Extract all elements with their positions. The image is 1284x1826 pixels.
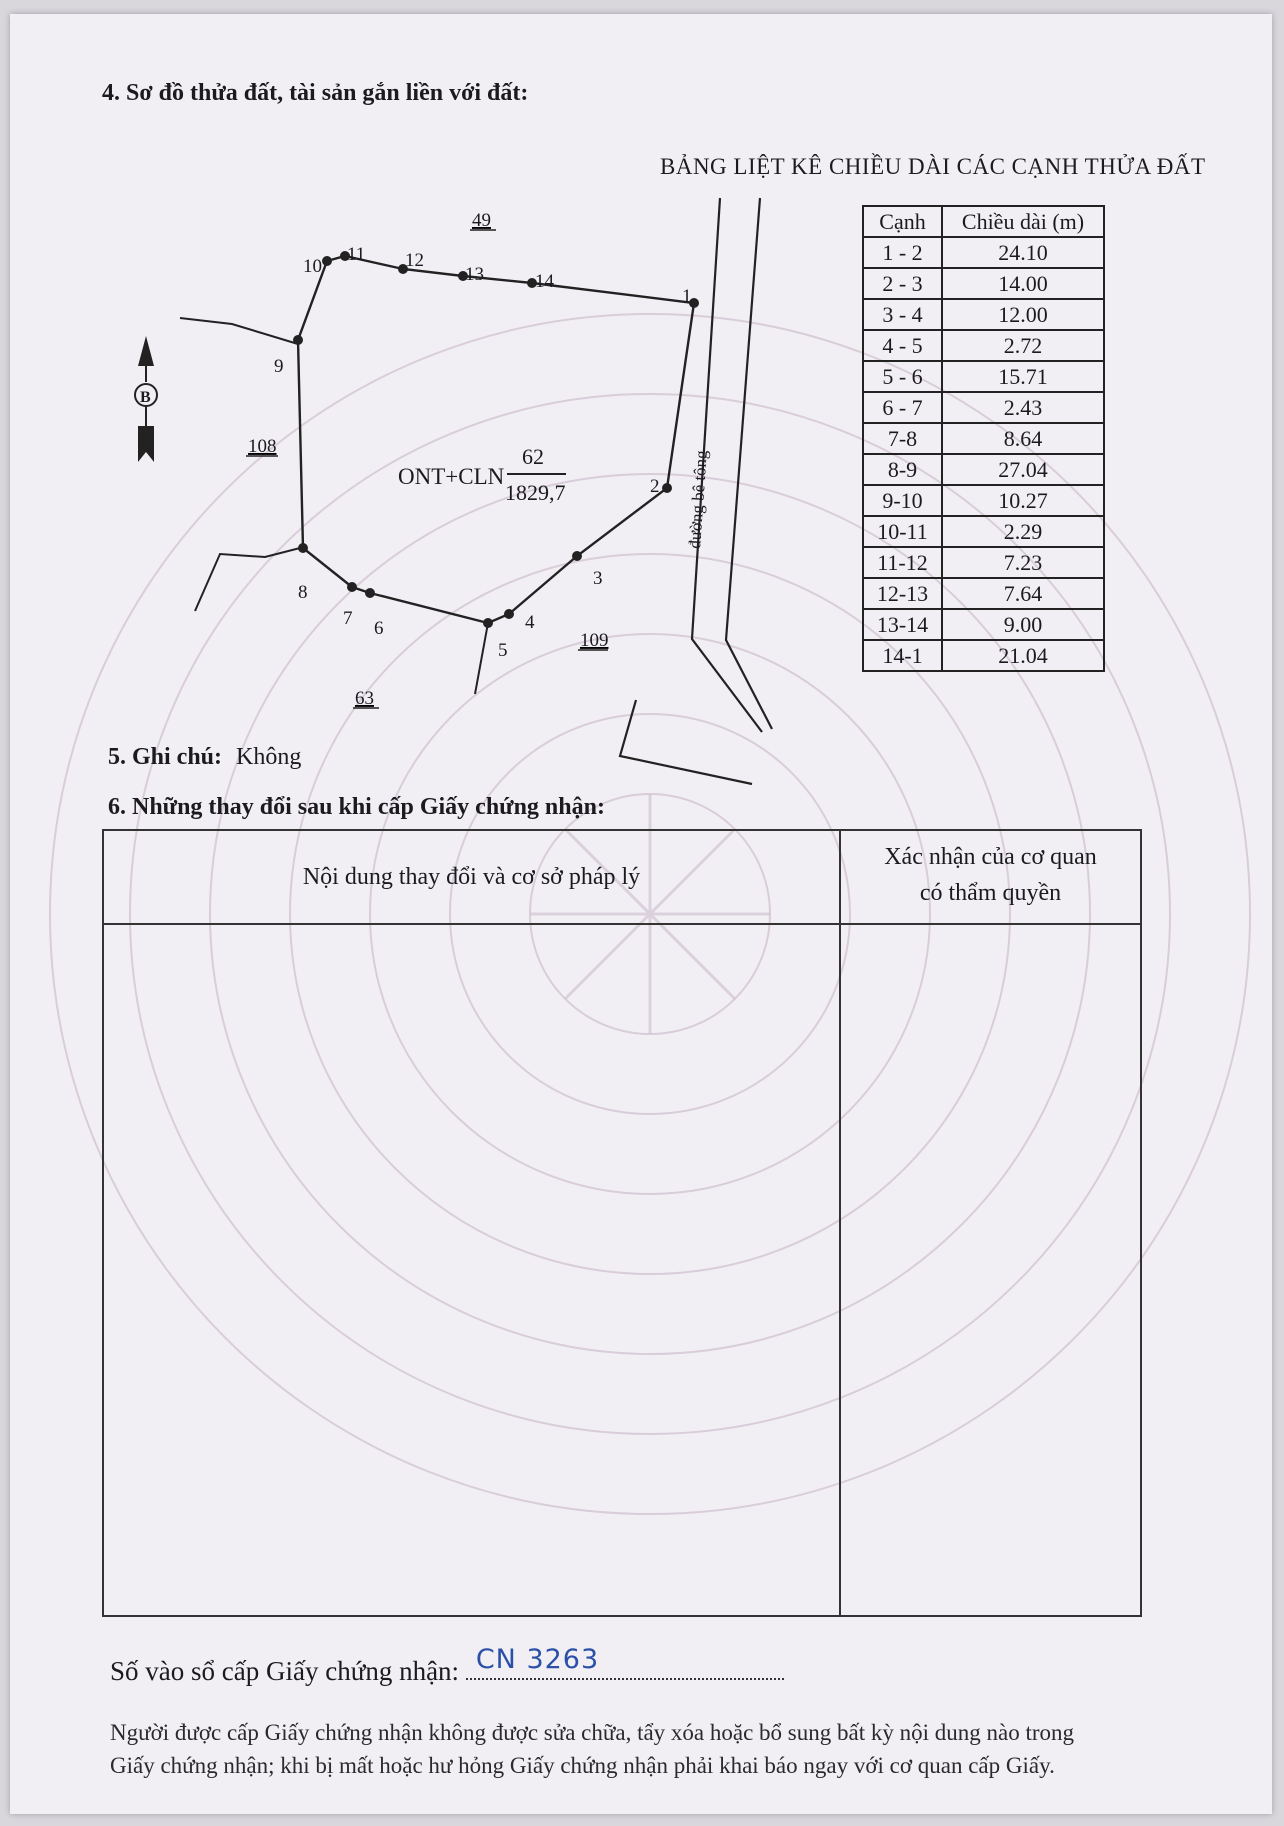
authority-header-line2: có thẩm quyền <box>919 880 1062 906</box>
parcel-boundary <box>298 256 694 623</box>
point-label: 11 <box>347 244 366 265</box>
table-header-row <box>863 206 1104 237</box>
north-arrow-icon <box>135 336 157 462</box>
length-cell: 24.10 <box>942 237 1104 268</box>
length-cell: 2.29 <box>942 516 1104 547</box>
parcel-number: 62 <box>522 444 544 469</box>
parcel-land-use: ONT+CLN <box>398 464 505 489</box>
length-cell: 7.64 <box>942 578 1104 609</box>
footer-line2: Giấy chứng nhận; khi bị mất hoặc hư hỏng Giấy chứng nhận phải khai báo ngay với cơ quan cấp Giấy. <box>110 1753 1055 1778</box>
length-cell: 10.27 <box>942 485 1104 516</box>
point-label: 2 <box>650 476 660 497</box>
edge-cell: 13-14 <box>863 609 942 640</box>
edge-table-title: BẢNG LIỆT KÊ CHIỀU DÀI CÁC CẠNH THỬA ĐẤT <box>660 154 1206 179</box>
length-cell: 27.04 <box>942 454 1104 485</box>
column-divider <box>839 831 841 1615</box>
svg-text:B: B <box>140 389 151 406</box>
edge-cell: 12-13 <box>863 578 942 609</box>
header-edge: Cạnh <box>863 206 942 237</box>
section5 <box>108 744 301 771</box>
point-label: 9 <box>274 356 284 377</box>
edge-cell: 4 - 5 <box>863 330 942 361</box>
table-row <box>863 609 1104 640</box>
table-row <box>863 392 1104 423</box>
table-row <box>863 299 1104 330</box>
table-row <box>863 268 1104 299</box>
edge-cell: 8-9 <box>863 454 942 485</box>
section6-heading: 6. Những thay đổi sau khi cấp Giấy chứng nhận: <box>108 794 605 820</box>
neighbor-parcel-label: 63 <box>355 688 374 709</box>
length-cell: 8.64 <box>942 423 1104 454</box>
table-row <box>863 454 1104 485</box>
edge-cell: 11-12 <box>863 547 942 578</box>
edge-cell: 9-10 <box>863 485 942 516</box>
length-cell: 9.00 <box>942 609 1104 640</box>
header-length: Chiều dài (m) <box>942 206 1104 237</box>
length-cell: 7.23 <box>942 547 1104 578</box>
length-cell: 14.00 <box>942 268 1104 299</box>
neighbor-parcel-label: 49 <box>472 210 491 231</box>
edge-cell: 5 - 6 <box>863 361 942 392</box>
section5-label: 5. Ghi chú: <box>108 744 223 770</box>
table-row <box>863 640 1104 671</box>
point-label: 7 <box>343 608 353 629</box>
table-row <box>863 485 1104 516</box>
certificate-page <box>10 14 1272 1814</box>
edge-cell: 14-1 <box>863 640 942 671</box>
point-label: 13 <box>465 264 484 285</box>
edge-cell: 1 - 2 <box>863 237 942 268</box>
length-cell: 21.04 <box>942 640 1104 671</box>
section4-heading: 4. Sơ đồ thửa đất, tài sản gắn liền với đất: <box>102 80 529 106</box>
authority-header-line1: Xác nhận của cơ quan <box>884 844 1097 870</box>
road-label: đường bê tông <box>685 449 711 550</box>
length-cell: 15.71 <box>942 361 1104 392</box>
point-label: 14 <box>535 271 554 292</box>
length-cell: 2.43 <box>942 392 1104 423</box>
changes-table <box>102 829 1142 1617</box>
point-label: 6 <box>374 618 384 639</box>
changes-col-content-header: Nội dung thay đổi và cơ sở pháp lý <box>302 864 641 890</box>
edge-cell: 6 - 7 <box>863 392 942 423</box>
length-cell: 12.00 <box>942 299 1104 330</box>
point-label: 1 <box>682 286 692 307</box>
edge-cell: 3 - 4 <box>863 299 942 330</box>
point-label: 4 <box>525 612 535 633</box>
registration-number-handwritten: CN 3263 <box>475 1644 600 1675</box>
neighbor-parcel-label: 108 <box>248 436 277 457</box>
edge-cell: 2 - 3 <box>863 268 942 299</box>
table-row <box>863 237 1104 268</box>
table-row <box>863 516 1104 547</box>
table-row <box>863 578 1104 609</box>
table-row <box>863 361 1104 392</box>
point-label: 3 <box>593 568 603 589</box>
footer-note <box>110 1716 1074 1782</box>
point-label: 10 <box>303 256 322 277</box>
header-divider <box>104 923 1140 925</box>
registration-dotted-line <box>466 1644 784 1680</box>
changes-col-authority-header <box>841 839 1140 911</box>
table-row <box>863 423 1104 454</box>
parcel-map <box>10 14 850 814</box>
parcel-area: 1829,7 <box>505 480 566 505</box>
point-label: 5 <box>498 640 508 661</box>
table-row <box>863 547 1104 578</box>
edge-length-table <box>862 205 1105 672</box>
length-cell: 2.72 <box>942 330 1104 361</box>
edge-cell: 7-8 <box>863 423 942 454</box>
footer-line1: Người được cấp Giấy chứng nhận không được sửa chữa, tẩy xóa hoặc bổ sung bất kỳ nội dung nào trong <box>110 1720 1074 1745</box>
table-row <box>863 330 1104 361</box>
registration-number-row <box>110 1644 784 1687</box>
neighbor-parcel-label: 109 <box>580 630 609 651</box>
registration-label: Số vào sổ cấp Giấy chứng nhận: <box>110 1656 460 1686</box>
edge-cell: 10-11 <box>863 516 942 547</box>
point-label: 12 <box>405 250 424 271</box>
point-label: 8 <box>298 582 308 603</box>
section5-value: Không <box>236 744 302 770</box>
